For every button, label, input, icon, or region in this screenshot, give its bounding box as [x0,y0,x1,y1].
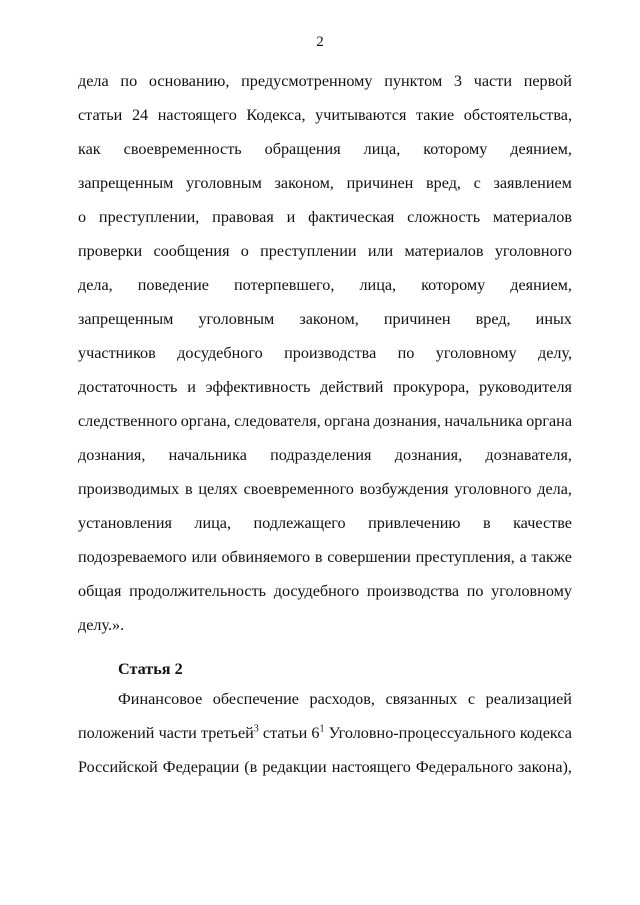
text-line: производимых в целях своевременного возбуждения уголовного дела, [78,480,572,498]
article-2-line-2: положений части третьей$^3$ статьи $6^1$ Уголовно-процессуального кодекса [78,723,572,742]
text-line: запрещенным уголовным законом, причинен вред, иных [78,310,572,328]
article-heading: Статья 2 [118,660,183,678]
text-line: дела, поведение потерпевшего, лица, которому деянием, [78,276,572,294]
text-line: достаточность и эффективность действий прокурора, руководителя [78,378,572,396]
text-line: проверки сообщения о преступлении или материалов уголовного [78,242,572,260]
article-2-line-1: Финансовое обеспечение расходов, связанных с реализацией [118,690,572,708]
article-2-line-3: Российской Федерации (в редакции настоящего Федерального закона), [78,758,572,776]
word-with-superscript: $6^1$ [311,723,325,742]
text-line: участников досудебного производства по уголовному делу, [78,344,572,362]
text-line: подозреваемого или обвиняемого в совершении преступления, а также [78,548,572,566]
text-line: запрещенным уголовным законом, причинен вред, с заявлением [78,174,572,192]
page-number: 2 [316,34,324,50]
text-line: следственного органа, следователя, органа дознания, начальника органа [78,412,572,430]
text-line: дела по основанию, предусмотренному пунктом 3 части первой [78,72,572,90]
text-line: статьи 24 настоящего Кодекса, учитываются такие обстоятельства, [78,106,572,124]
text-line: делу.». [78,616,125,634]
text-line: установления лица, подлежащего привлечению в качестве [78,514,572,532]
text-line: как своевременность обращения лица, которому деянием, [78,140,572,158]
superscript: 3 [253,723,259,735]
body-text [78,72,572,650]
article-2-text [78,690,572,792]
text-line: общая продолжительность досудебного производства по уголовному [78,582,572,600]
word-with-superscript: третьей$^3$ [200,723,259,742]
text-line: дознания, начальника подразделения дознания, дознавателя, [78,446,572,464]
text-line: о преступлении, правовая и фактическая сложность материалов [78,208,572,226]
superscript: 1 [319,723,325,735]
